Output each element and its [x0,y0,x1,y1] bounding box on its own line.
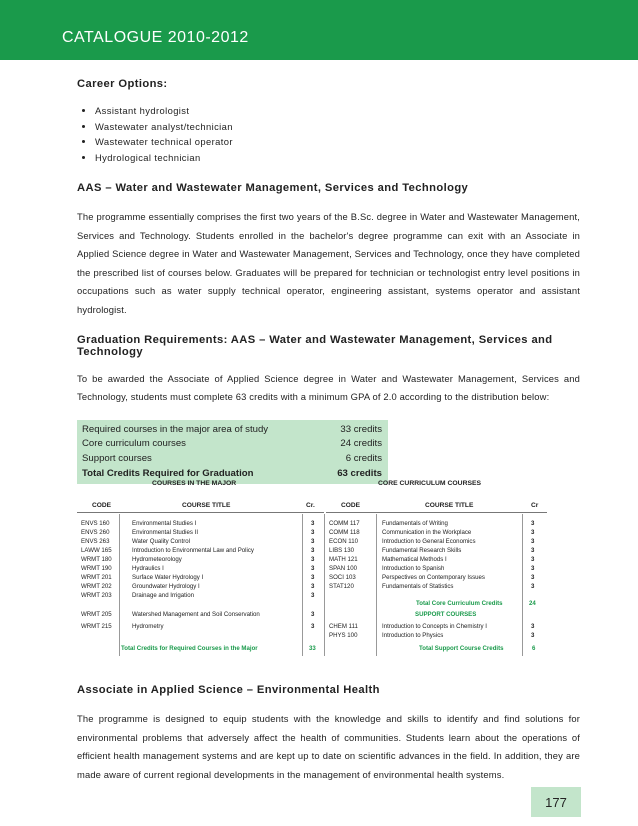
column-divider [302,514,303,656]
core-course-cr: 3 [531,556,535,563]
core-course-title: Fundamentals of Writing [382,520,448,527]
major-course-code: WRMT 201 [81,574,112,581]
core-course-cr: 3 [531,583,535,590]
core-course-code: SOCI 103 [329,574,356,581]
credits-summary-box [77,420,388,484]
major-course-code: WRMT 180 [81,556,112,563]
major-course-title: Water Quality Control [132,538,191,545]
major-total-label: Total Credits for Required Courses in the Major [121,645,258,652]
list-item: • Assistant hydrologist [95,103,580,119]
core-course-title: Perspectives on Contemporary Issues [382,574,485,581]
core-course-cr: 3 [531,547,535,554]
credits-total-row [82,467,382,482]
column-divider [522,514,523,656]
major-course-code: WRMT 202 [81,583,112,590]
core-total-label: Total Core Curriculum Credits [416,600,503,607]
major-course-cr: 3 [311,623,315,630]
core-course-code: MATH 121 [329,556,358,563]
major-course-code: WRMT 205 [81,611,112,618]
credits-row [82,423,382,438]
credits-row [82,452,382,467]
core-course-code: SPAN 100 [329,565,358,572]
major-courses-heading: COURSES IN THE MAJOR [152,480,237,487]
aas-heading: AAS – Water and Wastewater Management, Services and Technology [77,182,469,194]
major-course-title: Surface Water Hydrology I [132,574,204,581]
major-course-title: Introduction to Environmental Law and Policy [132,547,254,554]
major-course-code: WRMT 190 [81,565,112,572]
credits-value: 6 credits [345,452,382,464]
major-course-code: ENVS 263 [81,538,110,545]
main-content [77,74,580,484]
major-course-cr: 3 [311,547,315,554]
major-course-cr: 3 [311,529,315,536]
core-course-cr: 3 [531,574,535,581]
major-course-title: Hydrometry [132,623,164,630]
major-course-title: Environmental Studies I [132,520,197,527]
column-divider [376,514,377,656]
major-course-cr: 3 [311,574,315,581]
core-course-title: Fundamental Research Skills [382,547,462,554]
core-course-title: Mathematical Methods I [382,556,447,563]
major-course-title: Hydrometeorology [132,556,182,563]
support-course-code: PHYS 100 [329,632,358,639]
major-course-title: Drainage and Irrigation [132,592,194,599]
list-item: • Hydrological technician [95,150,580,166]
major-col-code: CODE [92,502,112,509]
support-total-value: 6 [532,645,536,652]
aas-paragraph: The programme essentially comprises the first two years of the B.Sc. degree in Water and Wastewater Management, Services and Technology. Students enrolled in the bachelor's degree programme can exit with an Associate in Applied Science degree in Water and Wastewater Management, Services and Technology, once they have completed the prescribed list of courses below. Graduates will be prepared for technician or technologist entry level positions in occupations such as water supply technical operator, engineering assistant, systems operator and assistant hydrologist. [77,211,580,315]
major-total-value: 33 [309,645,316,652]
core-course-cr: 3 [531,565,535,572]
support-course-cr: 3 [531,632,535,639]
column-divider [119,514,120,656]
catalogue-header-bar [0,0,638,60]
core-course-title: Introduction to Spanish [382,565,445,572]
environmental-health-paragraph: The programme is designed to equip students with the knowledge and skills to identify and find solutions for environmental problems that adversely affect the health of communities. Students learn about the operations of efficient health management systems and are kept up to date on scientific advances in the field. In addition, they are made aware of current regional developments in the management of environmental health systems. [77,713,580,780]
core-col-cr: Cr [531,502,539,509]
major-course-cr: 3 [311,556,315,563]
major-course-cr: 3 [311,592,315,599]
major-course-cr: 3 [311,583,315,590]
career-options-heading: Career Options: [77,78,168,90]
environmental-health-section [77,684,580,784]
major-course-code: LAWW 165 [81,547,112,554]
column-divider [324,514,325,656]
support-total-label: Total Support Course Credits [419,645,504,652]
support-course-title: Introduction to Physics [382,632,444,639]
major-course-cr: 3 [311,565,315,572]
major-col-title: COURSE TITLE [182,502,231,509]
support-course-code: CHEM 111 [329,623,358,630]
major-course-title: Environmental Studies II [132,529,199,536]
core-course-code: ECON 110 [329,538,359,545]
major-course-title: Groundwater Hydrology I [132,583,200,590]
core-col-code: CODE [341,502,361,509]
major-course-title: Hydraulics I [132,565,164,572]
credits-value: 33 credits [340,423,382,435]
credits-label: Core curriculum courses [82,438,186,450]
graduation-paragraph: To be awarded the Associate of Applied Science degree in Water and Wastewater Management, Services and Technology, students must complete 63 credits with a minimum GPA of 2.0 according to the distribution below: [77,372,580,403]
core-course-cr: 3 [531,538,535,545]
major-col-cr: Cr. [306,502,315,509]
core-total-value: 24 [529,600,536,607]
catalogue-title: CATALOGUE 2010-2012 [62,29,249,46]
core-courses-heading: CORE CURRICULUM COURSES [378,480,482,487]
major-course-cr: 3 [311,520,315,527]
graduation-heading: Graduation Requirements: AAS – Water and Wastewater Management, Services and Technology [77,333,553,358]
credits-row [82,437,382,452]
page-number-box [531,787,581,817]
major-course-cr: 3 [311,611,315,618]
credits-value: 24 credits [340,438,382,450]
major-header-rule [77,512,324,513]
core-course-title: Communication in the Workplace [382,529,472,536]
credits-label: Total Credits Required for Graduation [82,467,254,479]
major-course-code: WRMT 203 [81,592,112,599]
page-number: 177 [545,794,567,810]
list-item: • Wastewater technical operator [95,134,580,150]
core-course-cr: 3 [531,529,535,536]
core-course-code: COMM 118 [329,529,360,536]
environmental-health-heading: Associate in Applied Science – Environmental Health [77,684,380,696]
core-course-cr: 3 [531,520,535,527]
core-course-title: Fundamentals of Statistics [382,583,454,590]
support-courses-heading: SUPPORT COURSES [415,611,477,618]
credits-label: Required courses in the major area of study [82,423,269,435]
support-course-cr: 3 [531,623,535,630]
core-col-title: COURSE TITLE [425,502,474,509]
major-course-code: ENVS 160 [81,520,110,527]
list-item: • Wastewater analyst/technician [95,119,580,135]
major-course-cr: 3 [311,538,315,545]
credits-value: 63 credits [337,467,382,479]
core-course-title: Introduction to General Economics [382,538,476,545]
support-course-title: Introduction to Concepts in Chemistry I [382,623,487,630]
major-course-title: Watershed Management and Soil Conservation [132,611,260,618]
core-course-code: COMM 117 [329,520,360,527]
career-options-list [77,103,580,165]
major-course-code: WRMT 215 [81,623,112,630]
credits-label: Support courses [82,452,152,464]
core-course-code: LIBS 130 [329,547,355,554]
core-header-rule [326,512,547,513]
major-course-code: ENVS 260 [81,529,110,536]
core-course-code: STAT120 [329,583,354,590]
